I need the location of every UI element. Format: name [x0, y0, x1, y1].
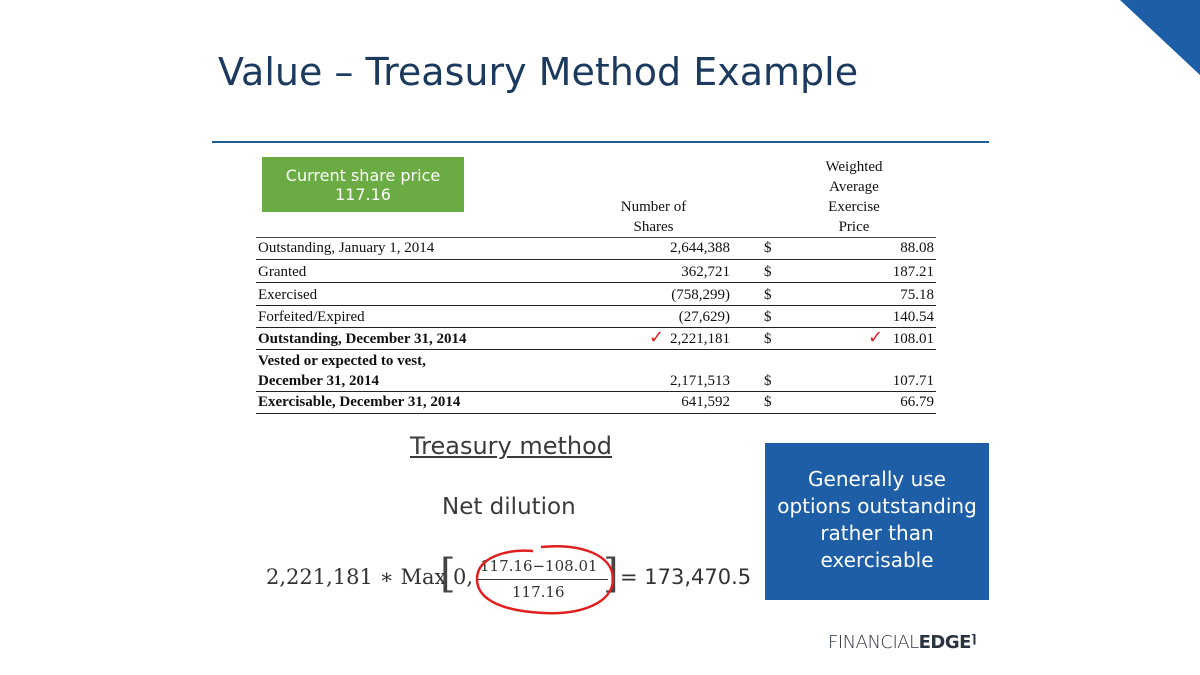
table-row: Exercisable, December 31, 2014 641,592 $ 66.79	[258, 394, 934, 410]
left-bracket: [	[440, 551, 456, 597]
check-mark-shares: ✓	[649, 327, 665, 348]
treasury-method-heading: Treasury method	[410, 432, 613, 460]
table-row: Granted 362,721 $ 187.21	[258, 264, 934, 280]
formula-denominator: 117.16	[512, 583, 565, 601]
right-bracket: ]	[603, 551, 619, 597]
row-rule	[256, 413, 936, 414]
formula-zero: 0,	[453, 565, 474, 589]
wap-header: Weighted Average Exercise Price	[825, 159, 883, 235]
formula-lhs: 2,221,181 ∗ Max	[266, 565, 447, 589]
check-mark-price: ✓	[868, 327, 884, 348]
net-dilution-label: Net dilution	[442, 494, 576, 520]
row-rule	[256, 282, 936, 283]
title-divider	[212, 141, 989, 143]
red-circle-annotation	[471, 541, 619, 619]
table-row: Outstanding, January 1, 2014 2,644,388 $ 88.08	[258, 240, 934, 256]
note-box	[765, 443, 989, 600]
table-row: Vested or expected to vest,	[258, 353, 426, 369]
current-price-value: 117.16	[335, 185, 391, 204]
row-rule	[256, 259, 936, 260]
financial-edge-logo: FINANCIALEDGE⌉	[828, 632, 976, 653]
dilution-formula	[266, 551, 766, 615]
table-row: Forfeited/Expired (27,629) $ 140.54	[258, 309, 934, 325]
formula-result: = 173,470.5	[620, 565, 752, 589]
current-price-label: Current share price	[285, 166, 441, 185]
corner-accent	[1120, 0, 1200, 80]
shares-header: Number of Shares	[620, 199, 687, 235]
table-row: December 31, 2014 2,171,513 $ 107.71	[258, 373, 934, 389]
slide-title: Value – Treasury Method Example	[218, 50, 859, 94]
note-text: Generally use options outstanding rather than exercisable	[777, 467, 977, 572]
table-row: Outstanding, December 31, 2014 2,221,181 $ 108.01	[258, 331, 934, 347]
options-table	[256, 155, 936, 415]
table-row: Exercised (758,299) $ 75.18	[258, 287, 934, 303]
formula-numerator: 117.16−108.01	[480, 557, 598, 575]
